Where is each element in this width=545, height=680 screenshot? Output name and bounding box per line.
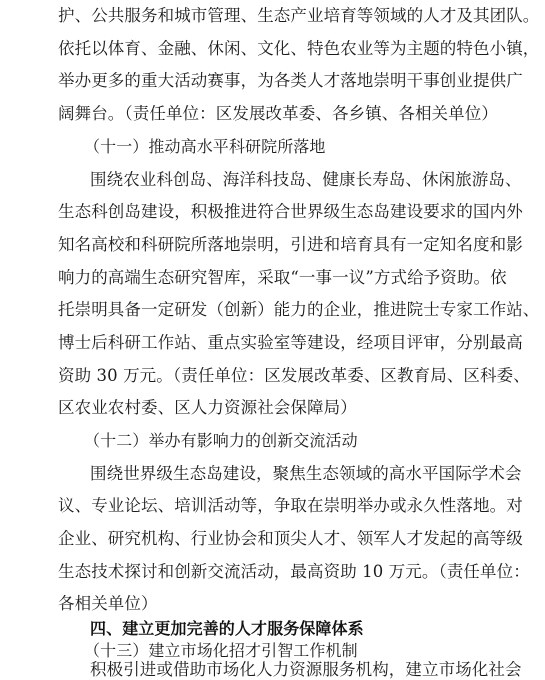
paragraph-line: 阔舞台。（责任单位：区发展改革委、各乡镇、各相关单位）	[58, 104, 498, 123]
paragraph-line: 依托以体育、金融、休闲、文化、特色农业等为主题的特色小镇，	[58, 39, 540, 58]
paragraph-line: 举办更多的重大活动赛事，为各类人才落地崇明干事创业提供广	[58, 71, 523, 90]
paragraph-line: 知名高校和科研院所落地崇明，引进和培育具有一定知名度和影	[58, 235, 523, 254]
paragraph-line: 各相关单位）	[58, 594, 158, 613]
subsection-heading: （十三）建立市场化招才引智工作机制	[84, 641, 358, 660]
subsection-heading: （十一）推动高水平科研院所落地	[84, 137, 326, 156]
paragraph-line: 响力的高端生态研究智库，采取“一事一议”方式给予资助。依	[58, 268, 507, 287]
paragraph-line: 资助 30 万元。（责任单位：区发展改革委、区教育局、区科委、	[58, 366, 530, 385]
paragraph-line: 托崇明具备一定研发（创新）能力的企业，推进院士专家工作站、	[58, 300, 540, 319]
paragraph-line: 护、公共服务和城市管理、生态产业培育等领域的人才及其团队。	[58, 6, 540, 25]
paragraph-line: 积极引进或借助市场化人力资源服务机构，建立市场化社会	[90, 660, 522, 679]
paragraph-line: 生态技术探讨和创新交流活动，最高资助 10 万元。（责任单位：	[58, 562, 530, 581]
paragraph-line: 区农业农村委、区人力资源社会保障局）	[58, 398, 357, 417]
section-heading: 四、建立更加完善的人才服务保障体系	[90, 619, 364, 638]
paragraph-line: 围绕农业科创岛、海洋科技岛、健康长寿岛、休闲旅游岛、	[90, 170, 522, 189]
subsection-heading: （十二）举办有影响力的创新交流活动	[84, 431, 358, 450]
paragraph-line: 围绕世界级生态岛建设，聚焦生态领域的高水平国际学术会	[90, 464, 522, 483]
paragraph-line: 博士后科研工作站、重点实验室等建设，经项目评审，分别最高	[58, 333, 523, 352]
paragraph-line: 企业、研究机构、行业协会和顶尖人才、领军人才发起的高等级	[58, 529, 523, 548]
paragraph-line: 生态科创岛建设，积极推进符合世界级生态岛建设要求的国内外	[58, 202, 523, 221]
paragraph-line: 议、专业论坛、培训活动等，争取在崇明举办或永久性落地。对	[58, 496, 523, 515]
